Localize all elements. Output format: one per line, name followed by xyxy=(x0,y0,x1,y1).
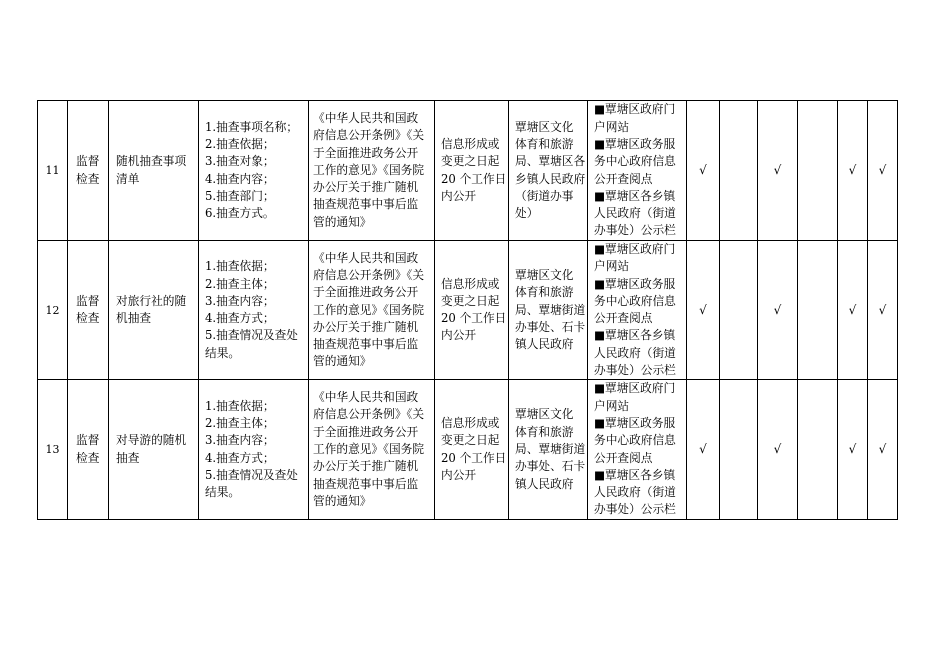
subject-text xyxy=(515,267,587,353)
content-text xyxy=(205,258,308,362)
table-row xyxy=(38,380,898,519)
check-cell xyxy=(868,241,898,380)
text-line: 内公开 xyxy=(441,188,477,203)
check-cell xyxy=(798,241,838,380)
item-cell xyxy=(109,380,199,519)
text-line: 5.抽查部门； xyxy=(205,188,275,203)
check-mark: √ xyxy=(878,302,887,317)
basis-cell xyxy=(309,380,435,519)
text-line: 信息形成或 xyxy=(441,276,500,291)
text-line: 变更之日起 xyxy=(441,154,500,169)
text-line: 务中心政府信息 xyxy=(594,433,676,448)
text-line: 户网站 xyxy=(594,259,630,274)
content-cell xyxy=(199,241,309,380)
text-line: 办事处）公示栏 xyxy=(594,223,676,238)
basis-cell xyxy=(309,101,435,241)
time-limit-cell xyxy=(435,380,509,519)
item-text xyxy=(116,432,198,467)
content-text xyxy=(205,119,308,223)
text-line: 体育和旅游 xyxy=(515,136,574,151)
text-line: 镇人民政府 xyxy=(515,337,574,352)
text-line: 办公厅关于推广随机 xyxy=(313,319,419,334)
text-line: 公开查阅点 xyxy=(594,171,653,186)
channel-text xyxy=(594,101,686,239)
text-line: 20 个工作日 xyxy=(441,171,507,186)
text-line: ■覃塘区各乡镇 xyxy=(594,328,676,343)
content-cell xyxy=(199,101,309,241)
basis-text xyxy=(313,250,434,371)
category-text xyxy=(76,153,108,188)
text-line: 监督 xyxy=(76,154,100,169)
text-line: 覃塘区文化 xyxy=(515,267,574,282)
basis-text xyxy=(313,110,434,231)
check-mark: √ xyxy=(773,441,782,456)
check-cell xyxy=(687,380,720,519)
text-line: 工作的意见》《国务院 xyxy=(313,162,425,177)
check-cell xyxy=(720,241,758,380)
text-line: 局、覃塘街道 xyxy=(515,302,586,317)
table-row xyxy=(38,241,898,380)
text-line: ■覃塘区政务服 xyxy=(594,415,676,430)
text-line: ■覃塘区政府门 xyxy=(594,102,676,117)
text-line: 结果。 xyxy=(205,485,241,500)
text-line: 办公厅关于推广随机 xyxy=(313,180,419,195)
text-line: 信息形成或 xyxy=(441,415,500,430)
check-cell xyxy=(758,380,798,519)
text-line: 4.抽查内容； xyxy=(205,171,275,186)
subject-cell xyxy=(509,380,588,519)
text-line: 检查 xyxy=(76,311,100,326)
text-line: 变更之日起 xyxy=(441,433,500,448)
subject-text xyxy=(515,119,587,223)
content-text xyxy=(205,398,308,502)
text-line: 办事处）公示栏 xyxy=(594,363,676,378)
check-cell xyxy=(868,101,898,241)
check-cell xyxy=(720,380,758,519)
basis-cell xyxy=(309,241,435,380)
text-line: 户网站 xyxy=(594,119,630,134)
text-line: ■覃塘区政务服 xyxy=(594,136,676,151)
text-line: 4.抽查方式； xyxy=(205,311,275,326)
text-line: 6.抽查方式。 xyxy=(205,206,275,221)
text-line: 于全面推进政务公开 xyxy=(313,145,419,160)
text-line: 变更之日起 xyxy=(441,293,500,308)
text-line: ■覃塘区政府门 xyxy=(594,381,676,396)
row-number: 13 xyxy=(45,442,60,456)
check-cell xyxy=(868,380,898,519)
text-line: 结果。 xyxy=(205,345,241,360)
channel-cell xyxy=(588,241,687,380)
category-cell xyxy=(68,241,109,380)
text-line: 府信息公开条例》《关 xyxy=(313,267,425,282)
text-line: 体育和旅游 xyxy=(515,424,574,439)
text-line: 乡镇人民政府 xyxy=(515,171,586,186)
text-line: 于全面推进政务公开 xyxy=(313,424,419,439)
text-line: 管的通知》 xyxy=(313,493,372,508)
text-line: 1.抽查依据； xyxy=(205,398,275,413)
time-limit-cell xyxy=(435,101,509,241)
text-line: 信息形成或 xyxy=(441,136,500,151)
text-line: 抽查规范事中事后监 xyxy=(313,337,419,352)
text-line: ■覃塘区政府门 xyxy=(594,242,676,256)
text-line: 《中华人民共和国政 xyxy=(313,250,419,265)
check-mark: √ xyxy=(773,302,782,317)
time-limit-text xyxy=(441,136,508,205)
text-line: 20 个工作日 xyxy=(441,450,507,465)
item-cell xyxy=(109,241,199,380)
text-line: 内公开 xyxy=(441,467,477,482)
subject-cell xyxy=(509,241,588,380)
check-cell xyxy=(838,380,868,519)
check-mark: √ xyxy=(848,441,857,456)
text-line: 内公开 xyxy=(441,328,477,343)
text-line: 2.抽查主体； xyxy=(205,415,275,430)
check-cell xyxy=(838,241,868,380)
text-line: （街道办事 xyxy=(515,188,574,203)
text-line: 办事处、石卡 xyxy=(515,319,586,334)
text-line: 检查 xyxy=(76,171,100,186)
time-limit-text xyxy=(441,415,508,484)
category-cell xyxy=(68,101,109,241)
check-mark: √ xyxy=(773,162,782,177)
check-cell xyxy=(758,241,798,380)
subject-cell xyxy=(509,101,588,241)
text-line: 3.抽查内容； xyxy=(205,293,275,308)
text-line: 局、覃塘区各 xyxy=(515,154,586,169)
text-line: 局、覃塘街道 xyxy=(515,441,586,456)
text-line: 3.抽查对象； xyxy=(205,154,275,169)
text-line: 府信息公开条例》《关 xyxy=(313,407,425,422)
text-line: 务中心政府信息 xyxy=(594,293,676,308)
check-mark: √ xyxy=(699,162,707,177)
channel-cell xyxy=(588,380,687,519)
disclosure-table xyxy=(37,100,898,520)
check-mark: √ xyxy=(848,302,857,317)
text-line: 抽查 xyxy=(116,450,140,465)
text-line: 4.抽查方式； xyxy=(205,450,275,465)
check-cell xyxy=(798,380,838,519)
text-line: 清单 xyxy=(116,171,140,186)
check-cell xyxy=(838,101,868,241)
row-number: 12 xyxy=(45,303,60,317)
text-line: 工作的意见》《国务院 xyxy=(313,302,425,317)
text-line: 3.抽查内容； xyxy=(205,433,275,448)
text-line: 管的通知》 xyxy=(313,214,372,229)
text-line: 于全面推进政务公开 xyxy=(313,285,419,300)
basis-text xyxy=(313,389,434,510)
check-mark: √ xyxy=(878,162,887,177)
text-line: 《中华人民共和国政 xyxy=(313,390,419,405)
text-line: 《中华人民共和国政 xyxy=(313,110,419,125)
subject-text xyxy=(515,406,587,492)
text-line: 1.抽查依据； xyxy=(205,259,275,274)
text-line: 1.抽查事项名称； xyxy=(205,119,298,134)
category-cell xyxy=(68,380,109,519)
text-line: 5.抽查情况及查处 xyxy=(205,328,298,343)
check-cell xyxy=(687,241,720,380)
row-number: 11 xyxy=(45,163,60,177)
text-line: ■覃塘区各乡镇 xyxy=(594,467,676,482)
channel-cell xyxy=(588,101,687,241)
text-line: 公开查阅点 xyxy=(594,450,653,465)
check-mark: √ xyxy=(699,302,707,317)
text-line: 人民政府（街道 xyxy=(594,206,676,221)
item-text xyxy=(116,293,198,328)
text-line: 对旅行社的随 xyxy=(116,293,187,308)
row-number-cell xyxy=(38,101,68,241)
category-text xyxy=(76,293,108,328)
text-line: 覃塘区文化 xyxy=(515,407,574,422)
text-line: 监督 xyxy=(76,433,100,448)
text-line: 户网站 xyxy=(594,398,630,413)
text-line: 随机抽查事项 xyxy=(116,154,187,169)
time-limit-cell xyxy=(435,241,509,380)
text-line: 2.抽查主体； xyxy=(205,276,275,291)
check-mark: √ xyxy=(699,441,707,456)
row-number-cell xyxy=(38,380,68,519)
item-cell xyxy=(109,101,199,241)
text-line: 人民政府（街道 xyxy=(594,485,676,500)
text-line: 覃塘区文化 xyxy=(515,119,574,134)
channel-text xyxy=(594,241,686,379)
text-line: 工作的意见》《国务院 xyxy=(313,441,425,456)
check-cell xyxy=(687,101,720,241)
text-line: 5.抽查情况及查处 xyxy=(205,467,298,482)
item-text xyxy=(116,153,198,188)
check-mark: √ xyxy=(878,441,887,456)
check-cell xyxy=(798,101,838,241)
check-mark: √ xyxy=(848,162,857,177)
text-line: 管的通知》 xyxy=(313,354,372,369)
text-line: 公开查阅点 xyxy=(594,311,653,326)
text-line: 办事处、石卡 xyxy=(515,459,586,474)
check-cell xyxy=(720,101,758,241)
time-limit-text xyxy=(441,276,508,345)
text-line: 机抽查 xyxy=(116,311,152,326)
text-line: 镇人民政府 xyxy=(515,476,574,491)
text-line: ■覃塘区政务服 xyxy=(594,276,676,291)
text-line: ■覃塘区各乡镇 xyxy=(594,188,676,203)
check-cell xyxy=(758,101,798,241)
category-text xyxy=(76,432,108,467)
text-line: 对导游的随机 xyxy=(116,433,187,448)
content-cell xyxy=(199,380,309,519)
text-line: 府信息公开条例》《关 xyxy=(313,128,425,143)
text-line: 务中心政府信息 xyxy=(594,154,676,169)
text-line: 处） xyxy=(515,206,539,221)
text-line: 办公厅关于推广随机 xyxy=(313,459,419,474)
row-number-cell xyxy=(38,241,68,380)
channel-text xyxy=(594,380,686,518)
text-line: 人民政府（街道 xyxy=(594,345,676,360)
text-line: 体育和旅游 xyxy=(515,285,574,300)
text-line: 20 个工作日 xyxy=(441,311,507,326)
text-line: 抽查规范事中事后监 xyxy=(313,476,419,491)
table-row xyxy=(38,101,898,241)
text-line: 监督 xyxy=(76,293,100,308)
text-line: 办事处）公示栏 xyxy=(594,502,676,517)
text-line: 抽查规范事中事后监 xyxy=(313,197,419,212)
text-line: 检查 xyxy=(76,450,100,465)
text-line: 2.抽查依据； xyxy=(205,136,275,151)
